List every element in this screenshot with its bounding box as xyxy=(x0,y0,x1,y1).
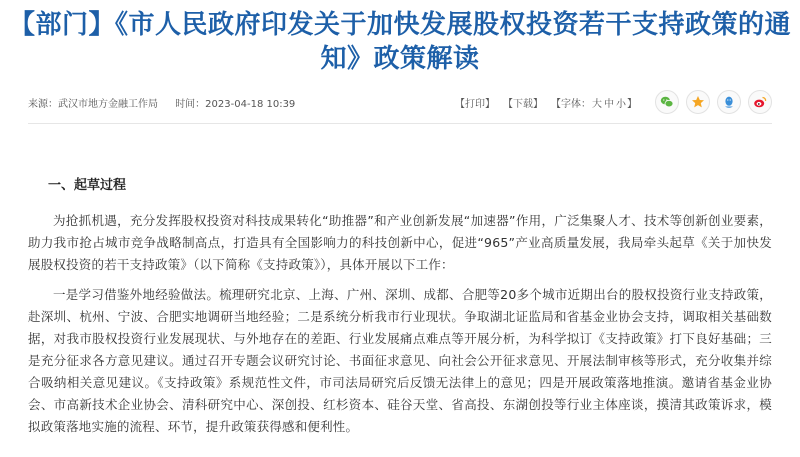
font-size-label: 【字体： xyxy=(551,98,591,110)
weibo-icon xyxy=(753,95,767,109)
share-qq-button[interactable] xyxy=(717,90,741,114)
share-buttons xyxy=(655,90,772,114)
source-text: 来源：武汉市地方金融工作局 xyxy=(28,98,158,110)
wechat-icon xyxy=(660,95,674,109)
header-divider xyxy=(28,123,772,124)
font-size-close: 】 xyxy=(627,98,637,110)
article-meta-bar xyxy=(28,86,772,118)
article-toolbar xyxy=(455,90,772,114)
share-favorite-button[interactable] xyxy=(686,90,710,114)
share-weibo-button[interactable] xyxy=(748,90,772,114)
font-size-small-button[interactable]: 小 xyxy=(616,98,626,110)
page-title: 【部门】《市人民政府印发关于加快发展股权投资若干支持政策的通知》政策解读 xyxy=(8,10,791,74)
article-paragraph: 为抢抓机遇，充分发挥股权投资对科技成果转化“助推器”和产业创新发展“加速器”作用，广泛集聚人才、技术等创新创业要素，助力我市抢占城市竞争战略制高点，打造具有全国影响力的科技创新中心，促进“965”产业高质量发展，我局牵头起草《关于加快发展股权投资的若干支持政策》（以下简称《支持政策》），具体开展以下工作： xyxy=(28,213,772,272)
share-wechat-button[interactable] xyxy=(655,90,679,114)
section-heading: 一、起草过程 xyxy=(48,178,127,193)
print-button[interactable]: 【打印】 xyxy=(455,98,495,110)
font-size-control xyxy=(551,95,637,110)
star-icon xyxy=(691,95,705,109)
article-meta xyxy=(28,95,295,110)
publish-date: 时间：2023-04-18 10:39 xyxy=(175,98,296,110)
article-body xyxy=(28,176,772,446)
font-size-large-button[interactable]: 大 xyxy=(592,98,602,110)
article-paragraph: 一是学习借鉴外地经验做法。梳理研究北京、上海、广州、深圳、成都、合肥等20多个城市近期出台的股权投资行业支持政策，赴深圳、杭州、宁波、合肥实地调研当地经验；二是系统分析我市行业现状。争取湖北证监局和省基金业协会支持，调取相关基础数据，对我市股权投资行业发展现状、与外地存在的差距、行业发展痛点难点等开展分析，为科学拟订《支持政策》打下良好基础；三是充分征求各方意见建议。通过召开专题会议研究讨论、书面征求意见、向社会公开征求意见、开展法制审核等形式，充分收集并综合吸纳相关意见建议。《支持政策》系规范性文件，市司法局研究后反馈无法律上的意见；四是开展政策落地推演。邀请省基金业协会、市高新技术企业协会、清科研究中心、深创投、红杉资本、硅谷天堂、省高投、东湖创投等行业主体座谈，摸清其政策诉求，模拟政策落地实施的流程、环节，提升政策获得感和便利性。 xyxy=(28,287,772,434)
font-size-medium-button[interactable]: 中 xyxy=(604,98,614,110)
download-button[interactable]: 【下载】 xyxy=(503,98,543,110)
qq-icon xyxy=(722,95,736,109)
